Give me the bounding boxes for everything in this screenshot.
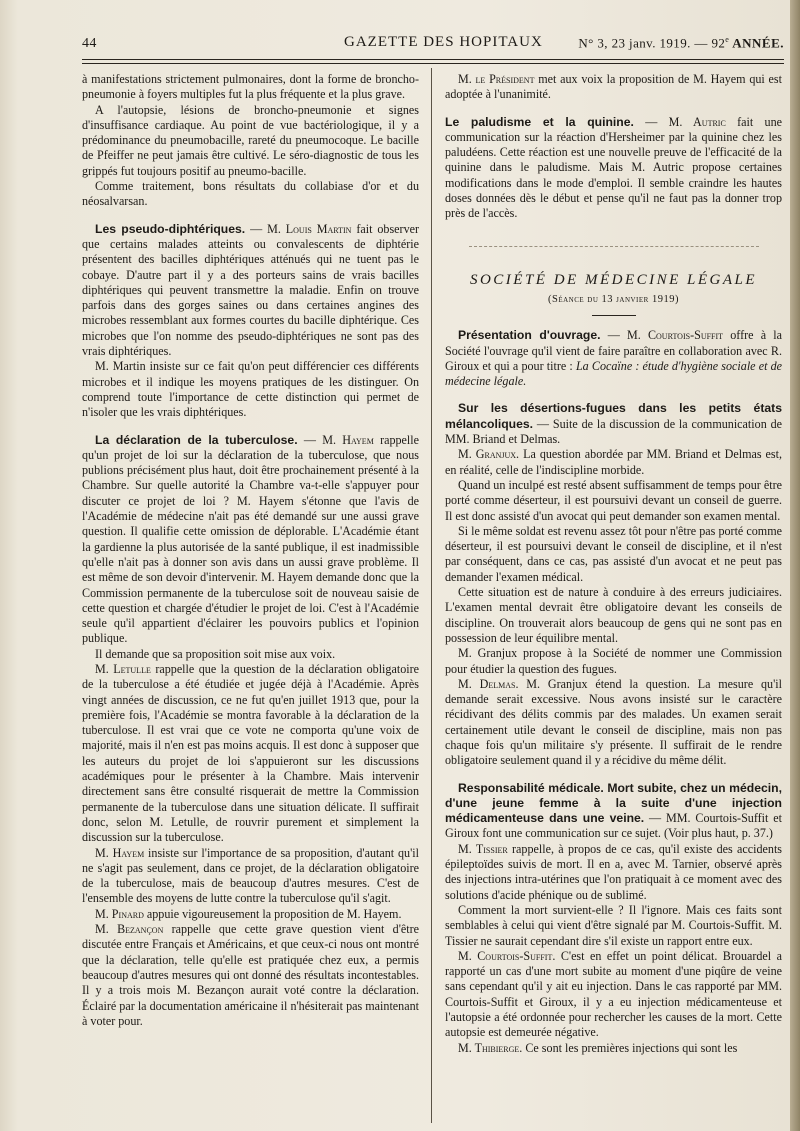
- section-text: fait une communication sur la réaction d'Hersheimer par la quinine chez les paludéens. Cette réaction est une nouvelle preuve de l'efficacité de la quinine dans le paludisme. Mais M. Autric propose certaines modifications dans le mode d'emploi. Il semble craindre les hautes doses données dès le début et pense qu'il ne faut pas la donner trop près de l'accès.: [445, 114, 782, 221]
- speaker-name: M. Granjux.: [458, 447, 520, 462]
- section-heading: La déclaration de la tuberculose.: [95, 432, 298, 447]
- speaker-name: M. Pinard: [95, 906, 144, 921]
- header-rule-thick: [82, 59, 784, 60]
- issue-info: [578, 35, 784, 51]
- journal-title: GAZETTE DES HOPITAUX: [344, 34, 543, 50]
- society-title: SOCIÉTÉ DE MÉDECINE LÉGALE: [469, 271, 758, 288]
- issue-annee: ANNÉE.: [729, 35, 784, 51]
- paragraph: [82, 907, 419, 922]
- paragraph: Comme traitement, bons résultats du collabiase d'or et du néosalvarsan.: [82, 179, 419, 209]
- page-edge: [790, 0, 800, 1131]
- paragraph: [445, 842, 782, 903]
- running-header: [82, 34, 784, 56]
- speaker-name: M. Louis Martin: [267, 221, 352, 236]
- section-pseudo-diphteriques: Les pseudo-diphtériques. — M. Louis Martin fait observer que certains malades atteints ou convalescents de diphtérie présentent des bacilles diphtériques atténués qui ne tuent pas le cobaye. D'autre part il y a des porteurs sains de vrais bacilles diphtériques qui peuvent transmettre la maladie. Enfin on trouve parfois dans des gorges saines ou dans certaines angines des microbes ressemblant aux formes courtes du bacille diphtérique. Ces microbes que l'on nomme des pseudo-diphtériques ne sont pas des vrais diphtériques.: [82, 221, 419, 359]
- page-number: 44: [82, 36, 97, 51]
- paragraph-text: appuie vigoureusement la proposition de M. Hayem.: [143, 906, 402, 921]
- section-text: rappelle qu'un projet de loi sur la déclaration de la tuberculose, que nous publions précisément plus haut, doit être prochainement présenté à la Chambre. Sur quelle autorité la Chambre va-t-elle s'appuyer pour discuter ce projet de loi ? M. Hayem s'étonne que l'avis de l'Académie de médecine n'ait pas été demandé sur une aussi grave question. Il qualifie cette omission de déplorable. L'Académie étant la gardienne la plus autorisée de la santé publique, il est inadmissible qu'elle n'ait pas à donner son avis dans un aussi grave problème. Il est même de son devoir d'intervenir. M. Hayem demande donc que la Commission permanente de la tuberculose soit de nouveau saisie de cette question et chargée d'étudier le projet de loi. C'est à l'Académie seule qu'il appartient d'éclairer les pouvoirs publics et l'opinion publique.: [82, 432, 419, 646]
- session-date: (Séance du 13 janvier 1919): [548, 293, 679, 305]
- section-heading: Les pseudo-diphtériques.: [95, 221, 246, 236]
- paragraph: [82, 922, 419, 1029]
- speaker-name: M. Autric: [668, 114, 726, 129]
- paragraph-text: Ce sont les premières injections qui sont les: [522, 1040, 738, 1055]
- book-title: La Cocaïne : étude d'hygiène sociale et de médecine légale.: [445, 358, 782, 389]
- right-column: [445, 72, 782, 1127]
- paragraph: Si le même soldat est revenu assez tôt pour n'être pas porté comme déserteur, il est poursuivi devant le conseil de discipline, et il n'est par conséquent, dans ce cas, pas assisté d'un avocat et ne peut pas demander l'examen médical.: [445, 523, 782, 584]
- paragraph-text: La question abordée par MM. Briand et Delmas est, en réalité, celle de l'indiscipline morbide.: [445, 447, 782, 477]
- speaker-name: M. Thibierge.: [458, 1040, 523, 1055]
- section-text: MM. Courtois-Suffit et Giroux font une communication sur ce sujet. (Voir plus haut, p. 37.): [445, 811, 782, 841]
- paragraph: [445, 72, 782, 103]
- section-text: Suite de la discussion de la communication de MM. Briand et Delmas.: [445, 416, 782, 447]
- section-declaration-tuberculose: La déclaration de la tuberculose. — M. Hayem rappelle qu'un projet de loi sur la déclaration de la tuberculose, que nous publions précisément plus haut, doit être prochainement présenté à la Chambre. Sur quelle autorité la Chambre va-t-elle s'appuyer pour discuter ce projet de loi ? M. Hayem s'étonne que l'avis de l'Académie de médecine n'ait pas été demandé sur une aussi grave question. Il qualifie cette omission de déplorable. L'Académie étant la gardienne la plus autorisée de la santé publique, il est inadmissible qu'elle n'ait pas à donner son avis dans un aussi grave problème. Il est même de son devoir d'intervenir. M. Hayem demande donc que la Commission permanente de la tuberculose soit de nouveau saisie de cette question et chargée d'étudier le projet de loi. C'est à l'Académie seule qu'il appartient d'éclairer les pouvoirs publics et l'opinion publique.: [82, 432, 419, 646]
- section-responsabilite-medicale: Responsabilité médicale. Mort subite, chez un médecin, d'une jeune femme à la suite d'une injection médicamenteuse dans une veine. — MM. Courtois-Suffit et Giroux font une communication sur ce sujet. (Voir plus haut, p. 37.): [445, 780, 782, 841]
- paragraph: Comment la mort survient-elle ? Il l'ignore. Mais ces faits sont semblables à celui qui vient d'être signalé par M. Courtois-Suffit. M. Tissier ne saurait cependant dire s'il existe un rapport entre eux.: [445, 902, 782, 948]
- section-separator: [469, 246, 759, 247]
- paragraph: [445, 447, 782, 478]
- paragraph-text: insiste sur l'importance de sa proposition, d'autant qu'il ne s'agit pas seulement, dans ce projet, de la déclaration obligatoire de la tuberculose, mais de beaucoup d'autres mesures. C'est de l'ensemble des moyens de lutte contre la tuberculose qu'il s'agit.: [82, 845, 419, 906]
- section-heading: Présentation d'ouvrage.: [458, 328, 601, 343]
- paragraph-text: rappelle, à propos de ce cas, qu'il existe des accidents épileptoïdes suivis de mort. Il en a, avec M. Tarnier, observé après des injections intra-utérines que l'on pratiquait à ce moment avec des solutions d'acide phénique ou de sublimé.: [445, 841, 782, 902]
- paragraph-text: rappelle que cette grave question vient d'être discutée entre Français et Américains, et que ceux-ci nous ont montré que la déclaration, telle qu'elle est pratiquée chez eux, a permis beaucoup d'autres mesures qui ont donné des résultats incontestables. Il y a trois mois M. Bezançon aurait voté contre la déclaration. Éclairé par la documentation américaine il n'hésiterait pas maintenant à voter pour.: [82, 922, 419, 1028]
- section-text: fait observer que certains malades atteints ou convalescents de diphtérie présentent des bacilles diphtériques atténués qui ne tuent pas le cobaye. D'autre part il y a des porteurs sains de vrais bacilles diphtériques qui peuvent transmettre la maladie. Enfin on trouve parfois dans des gorges saines ou dans certaines angines des microbes ressemblant aux formes courtes du bacille diphtérique. Ces microbes que l'on nomme des pseudo-diphtériques ne sont pas des vrais diphtériques.: [82, 221, 419, 359]
- paragraph: Cette situation est de nature à conduire à des erreurs judiciaires. L'examen mental devrait être obligatoire devant les conseils de discipline. On trouverait alors beaucoup de gens qui ne sont pas en possession de leur équilibre mental.: [445, 585, 782, 645]
- speaker-name: M. Courtois-Suffit.: [458, 948, 556, 963]
- paragraph: [82, 846, 419, 907]
- paragraph: M. Martin insiste sur ce fait qu'on peut différencier ces différents microbes et il indique les moyens pratiques de les distinguer. On comprend toute l'importance de cette distinction qui permet de n'isoler que les vrais diphtériques.: [82, 359, 419, 420]
- left-column: [82, 72, 419, 1127]
- paragraph: à manifestations strictement pulmonaires, dont la forme de broncho-pneumonie à foyers multiples fut la plus fréquente et la plus grave.: [82, 72, 419, 102]
- paragraph: [82, 662, 419, 846]
- paragraph: [445, 949, 782, 1041]
- paragraph: Il demande que sa proposition soit mise aux voix.: [95, 646, 336, 661]
- speaker-name: M. Tissier: [458, 841, 508, 856]
- speaker-name: M. Letulle: [95, 661, 151, 676]
- section-heading: Sur les désertions-fugues dans les petits états mélancoliques.: [445, 401, 782, 431]
- paragraph: M. Granjux propose à la Société de nommer une Commission pour étudier la question des fugues.: [445, 646, 782, 676]
- paragraph: [445, 1041, 782, 1056]
- speaker-name: M. Courtois-Suffit: [627, 328, 724, 343]
- paragraph: Quand un inculpé est resté absent suffisamment de temps pour être porté comme déserteur, il est poursuivi devant un conseil de guerre. Il est donc assisté d'un avocat qui peut demander son examen mental.: [445, 477, 782, 523]
- section-presentation-ouvrage: Présentation d'ouvrage. — M. Courtois-Suffit offre à la Société l'ouvrage qu'il vient de faire paraître en collaboration avec R. Giroux et qui a pour titre : La Cocaïne : étude d'hygiène sociale et de médecine légale.: [445, 328, 782, 389]
- header-rule-thin: [82, 63, 784, 64]
- section-desertions-fugues: Sur les désertions-fugues dans les petits états mélancoliques. — Suite de la discussion de la communication de MM. Briand et Delmas.: [445, 401, 782, 447]
- paragraph-text: met aux voix la proposition de M. Hayem qui est adoptée à l'unanimité.: [445, 72, 782, 102]
- short-rule: [592, 315, 636, 316]
- section-text: offre à la Société l'ouvrage qu'il vient de faire paraître en collaboration avec R. Giroux et qui a pour titre :: [445, 328, 782, 373]
- issue-date: N° 3, 23 janv. 1919. — 92: [578, 35, 726, 51]
- paragraph: [445, 677, 782, 769]
- paragraph-text: C'est en effet un point délicat. Brouardel a rapporté un cas d'une mort subite au moment d'une piqûre de veine sans cependant qu'il y ait eu injection. Dans le cas rapporté par MM. Courtois-Suffit et Giroux, il y a eu injection médicamenteuse et l'autopsie a été ordonnée pour rechercher les causes de la mort. Cette autopsie est demeurée négative.: [445, 948, 782, 1040]
- paragraph: A l'autopsie, lésions de broncho-pneumonie et signes d'insuffisance cardiaque. Au point de vue bactériologique, il y a prédominance du pneumobacille, rareté du pneumocoque. Le bacille de Pfeiffer ne peut jamais être cultivé. Le séro-diagnostic de tous les grippés fut toujours positif au pneumo-bacille.: [82, 102, 419, 178]
- speaker-name: M. Bezançon: [95, 922, 164, 937]
- column-divider: [431, 68, 432, 1123]
- paragraph-text: M. Granjux étend la question. La mesure qu'il demande serait excessive. Nous avons insisté sur le caractère récidivant des délits commis par des malades. Un examen serait certainement utile devant le conseil de discipline, mais non pas chaque fois qu'un militaire s'y présente. Il suffirait de le rendre obligatoire seulement quand il y a récidive du même délit.: [445, 676, 782, 768]
- speaker-name: M. Hayem: [322, 432, 374, 447]
- issue-sup: e: [725, 35, 730, 44]
- paragraph-text: rappelle que la question de la déclaration obligatoire de la tuberculose a été étudiée et jugée déjà à l'Académie. Après vingt années de discussion, ce ne fut qu'en juillet 1913 que, pour la première fois, l'Académie se montra favorable à la déclaration de la tuberculose. Il est vrai que ce vote ne comporta qu'une voix de majorité, mais il n'en est pas moins acquis. Il est donc à supposer que les auteurs du projet de loi s'appuieront sur les discussions académiques pour le présenter à la Chambre. Mais intervenir directement sans être consulté risquerait de mettre la Commission permanente de la tuberculose dans une situation délicate. Il suffirait donc, selon M. Letulle, de rouvrir purement et simplement la discussion sur la tuberculose.: [82, 661, 419, 845]
- section-paludisme: Le paludisme et la quinine. — M. Autric fait une communication sur la réaction d'Hersheimer par la quinine chez les paludéens. Cette réaction est une nouvelle preuve de l'efficacité de la quinine dans le paludisme. Mais M. Autric propose certaines modifications dans le mode d'emploi. Il semble craindre les hautes doses données dès le début et pense qu'il ne faut pas la donner trop près de l'accès.: [445, 114, 782, 221]
- section-heading: Responsabilité médicale. Mort subite, chez un médecin, d'une jeune femme à la suite d'une injection médicamenteuse dans une veine.: [445, 780, 782, 826]
- speaker-name: M. Hayem: [95, 845, 145, 860]
- speaker-name: M. Delmas.: [458, 676, 519, 691]
- speaker-name: M. le Président: [458, 72, 535, 86]
- section-heading: Le paludisme et la quinine.: [445, 114, 634, 129]
